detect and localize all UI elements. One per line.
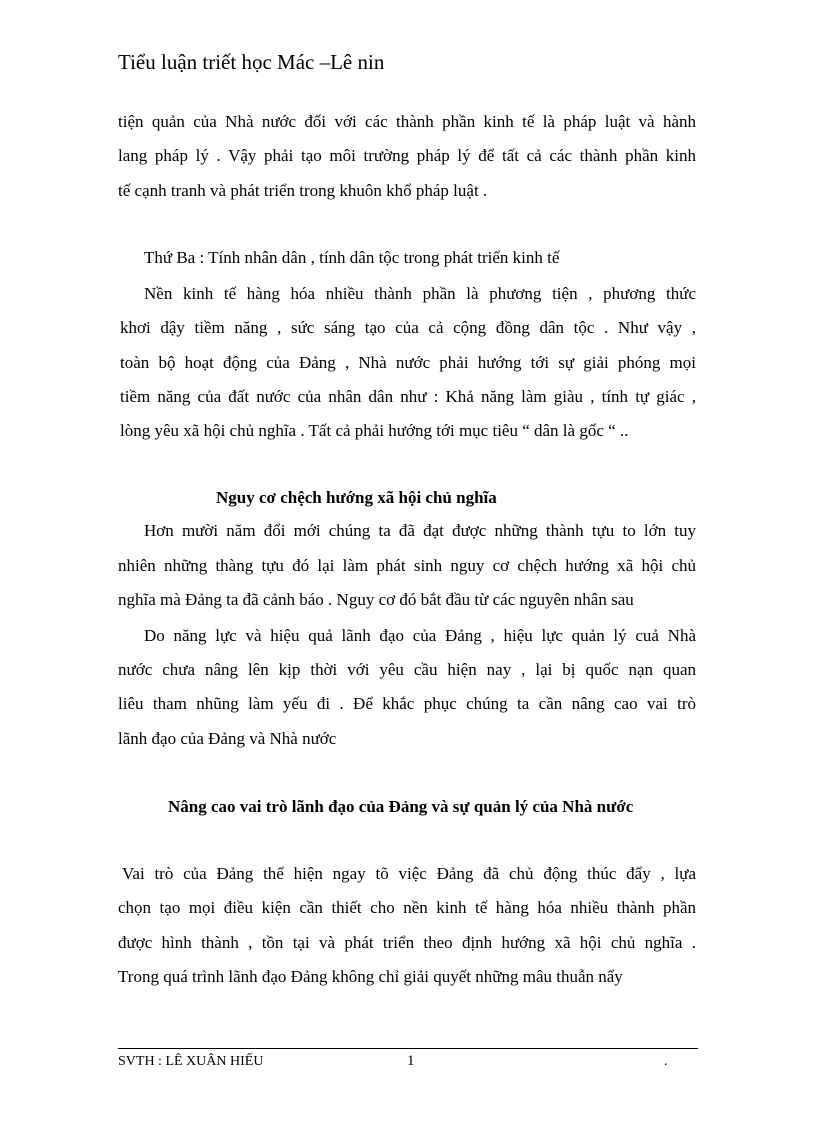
text-line: Vai trò của Đảng thể hiện ngay tõ việc Đảng đã chủ động thúc đẩy , lựa [122, 864, 696, 883]
text-line: Nền kinh tế hàng hóa nhiều thành phần là phương tiện , phương thức [144, 284, 696, 303]
section-title: Thứ Ba : Tính nhân dân , tính dân tộc trong phát triển kinh tế [144, 248, 560, 267]
text-line: Hơn mười năm đổi mới chúng ta đã đạt được những thành tựu to lớn tuy [144, 521, 696, 540]
text-line: tiềm năng của đất nước của nhân dân như : Khả năng làm giàu , tính tự giác , [120, 387, 696, 406]
text-line: lang pháp lý . Vậy phải tạo môi trường pháp lý để tất cả các thành phần kinh [118, 146, 696, 165]
page-number: 1 [407, 1053, 415, 1069]
section-heading: Nguy cơ chệch hướng xã hội chủ nghĩa [216, 488, 497, 507]
footer-mark: . [664, 1054, 668, 1069]
text-line: chọn tạo mọi điều kiện cần thiết cho nền kinh tế hàng hóa nhiều thành phần [118, 898, 696, 917]
text-line: tiện quản của Nhà nước đối với các thành phần kinh tế là pháp luật và hành [118, 112, 696, 131]
text-line: lòng yêu xã hội chủ nghĩa . Tất cả phải hướng tới mục tiêu “ dân là gốc “ .. [120, 421, 629, 440]
footer-divider [118, 1048, 698, 1049]
text-line: nhiên những thàng tựu đó lại làm phát sinh nguy cơ chệch hướng xã hội chủ [118, 556, 696, 575]
text-line: được hình thành , tồn tại và phát triển theo định hướng xã hội chủ nghĩa . [118, 933, 696, 952]
text-line: nghĩa mà Đảng ta đã cảnh báo . Nguy cơ đó bắt đầu từ các nguyên nhân sau [118, 590, 634, 609]
text-line: Do năng lực và hiệu quả lãnh đạo của Đảng , hiệu lực quản lý cuả Nhà [144, 626, 696, 645]
section-heading: Nâng cao vai trò lãnh đạo của Đảng và sự quản lý của Nhà nước [168, 797, 634, 816]
text-line: lãnh đạo của Đảng và Nhà nước [118, 729, 337, 748]
text-line: Trong quá trình lãnh đạo Đảng không chỉ giải quyết những mâu thuẫn nẩy [118, 967, 623, 986]
text-line: liêu tham nhũng làm yếu đi . Để khắc phục chúng ta cần nâng cao vai trò [118, 694, 696, 713]
text-line: toàn bộ hoạt động của Đảng , Nhà nước phải hướng tới sự giải phóng mọi [120, 353, 696, 372]
text-line: khơi dậy tiềm năng , sức sáng tạo của cả cộng đồng dân tộc . Như vậy , [120, 318, 696, 337]
text-line: tế cạnh tranh và phát triển trong khuôn khổ pháp luật . [118, 181, 488, 200]
footer-author: SVTH : LÊ XUÂN HIẾU [118, 1054, 264, 1069]
text-line: nước chưa nâng lên kịp thời với yêu cầu hiện nay , lại bị quốc nạn quan [118, 660, 696, 679]
page-header: Tiểu luận triết học Mác –Lê nin [118, 50, 385, 74]
